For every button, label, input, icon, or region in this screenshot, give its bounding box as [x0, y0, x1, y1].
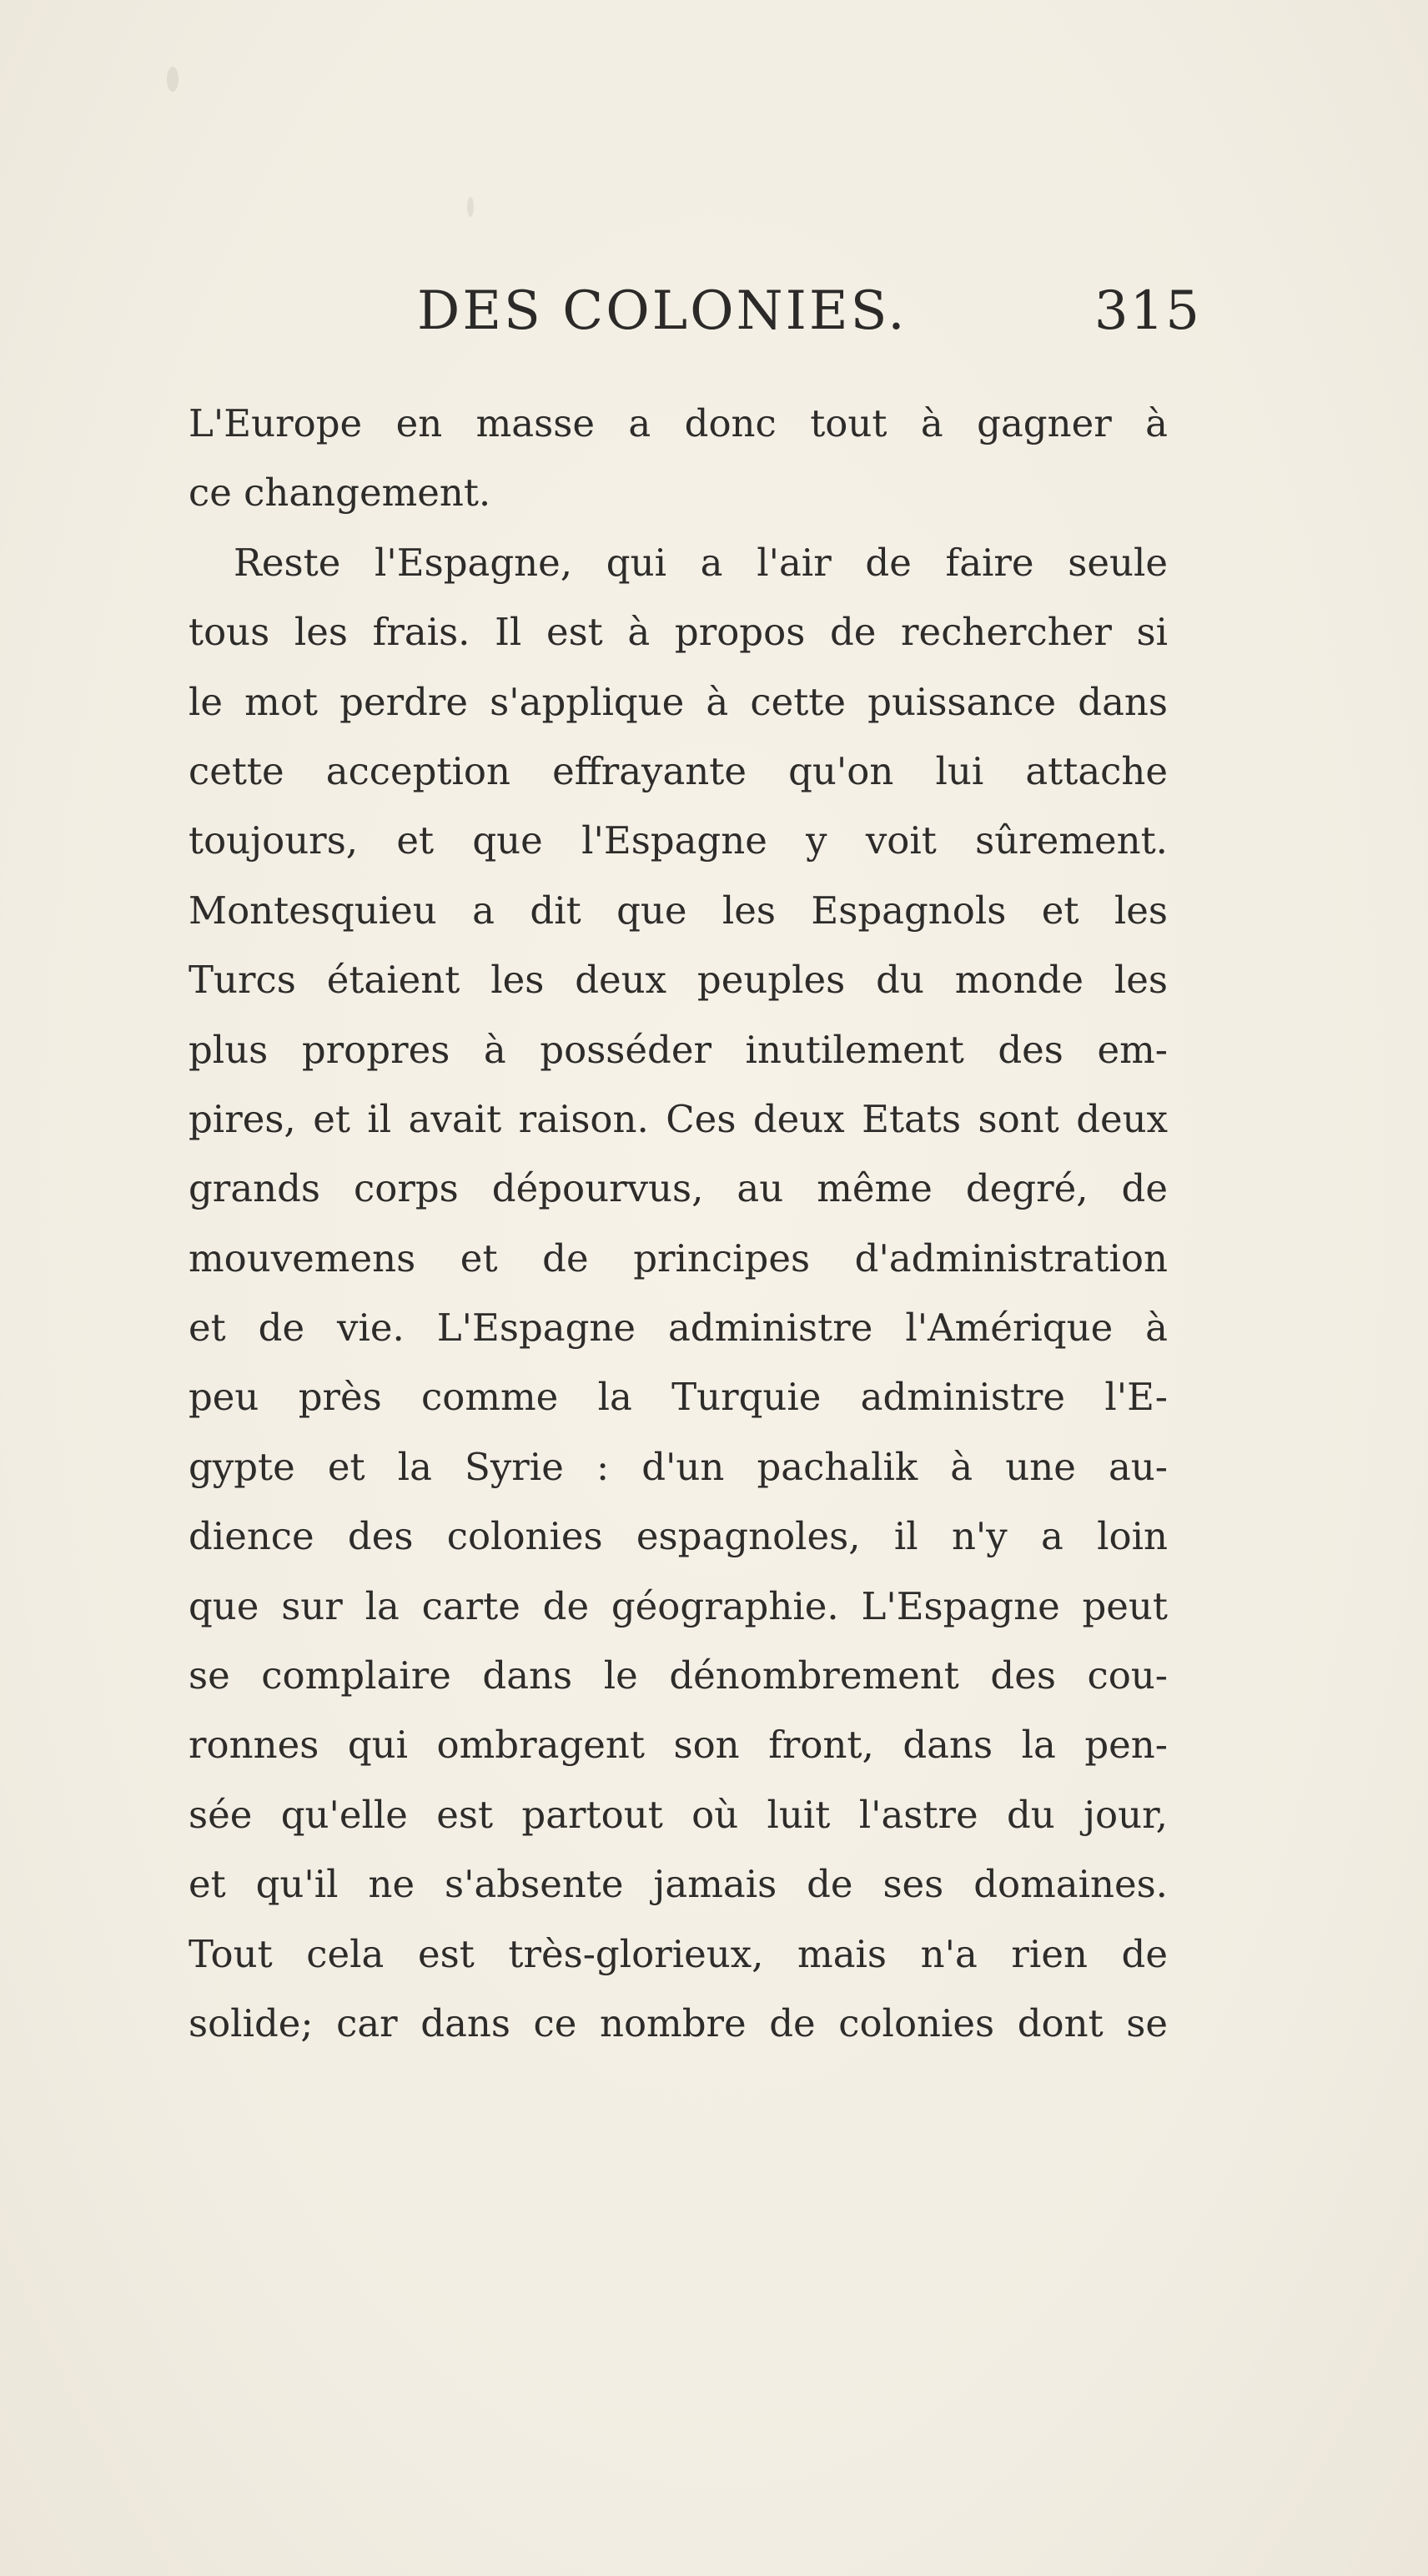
- text-line: Turcs étaient les deux peuples du monde les: [189, 958, 1168, 1003]
- text-line: mouvemens et de principes d'administration: [189, 1235, 1168, 1280]
- text-line: et de vie. L'Espagne administre l'Amérique à: [189, 1306, 1168, 1351]
- text-line: que sur la carte de géographie. L'Espagne peut: [189, 1583, 1168, 1628]
- page-number: 315: [1094, 280, 1201, 342]
- text-line: ronnes qui ombragent son front, dans la pen-: [189, 1723, 1168, 1768]
- paper-blemish: [467, 197, 474, 217]
- page-header: [384, 280, 1234, 364]
- text-line: gypte et la Syrie : d'un pachalik à une au-: [189, 1444, 1168, 1489]
- text-line: Montesquieu a dit que les Espagnols et les: [189, 888, 1168, 933]
- text-line: pires, et il avait raison. Ces deux Etats sont deux: [189, 1096, 1168, 1141]
- text-line: et qu'il ne s'absente jamais de ses domaines.: [189, 1862, 1168, 1907]
- text-line: le mot perdre s'applique à cette puissance dans: [189, 679, 1168, 724]
- text-line: grands corps dépourvus, au même degré, de: [189, 1166, 1168, 1211]
- text-line: sée qu'elle est partout où luit l'astre du jour,: [189, 1792, 1168, 1837]
- text-line: plus propres à posséder inutilement des em-: [189, 1027, 1168, 1072]
- body-text: [189, 389, 1168, 2058]
- text-line: L'Europe en masse a donc tout à gagner à: [189, 401, 1168, 445]
- text-line: dience des colonies espagnoles, il n'y a loin: [189, 1514, 1168, 1559]
- text-line: tous les frais. Il est à propos de rechercher si: [189, 610, 1168, 655]
- paper-blemish: [167, 67, 178, 92]
- text-line: se complaire dans le dénombrement des cou-: [189, 1653, 1168, 1698]
- running-title: DES COLONIES.: [417, 280, 908, 342]
- text-line: ce changement.: [189, 470, 491, 516]
- text-line: peu près comme la Turquie administre l'E-: [189, 1375, 1168, 1420]
- text-line: Reste l'Espagne, qui a l'air de faire seule: [234, 540, 1168, 585]
- text-line: solide; car dans ce nombre de colonies dont se: [189, 2000, 1168, 2045]
- text-line: Tout cela est très-glorieux, mais n'a rien de: [189, 1931, 1168, 1976]
- text-line: cette acception effrayante qu'on lui attache: [189, 748, 1168, 793]
- text-line: toujours, et que l'Espagne y voit sûrement.: [189, 818, 1168, 863]
